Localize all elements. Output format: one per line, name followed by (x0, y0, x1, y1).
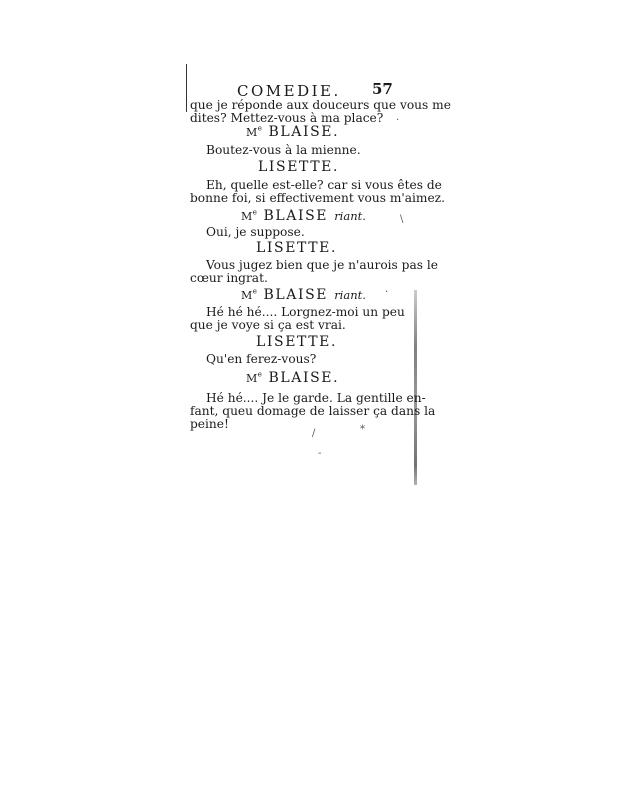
speaker-heading (258, 159, 339, 175)
page-number: 57 (372, 80, 393, 98)
text-line: dites? Mettez-vous à ma place? (190, 111, 384, 125)
running-title: COMEDIE. (237, 82, 341, 100)
speaker-name: BLAISE (263, 208, 329, 224)
speaker-honorific-sup: e (257, 370, 263, 379)
speaker-heading (256, 240, 337, 256)
print-speck: * (360, 424, 365, 435)
speaker-heading (256, 334, 337, 350)
speaker-heading (246, 370, 339, 386)
speech-line: Oui, je suppose. (206, 225, 305, 239)
speech-line: Hé hé hé.... Lorgnez-moi un peu (206, 305, 405, 319)
speaker-honorific-sup: e (252, 208, 258, 217)
speech-line: que je voye si ça est vrai. (190, 318, 346, 332)
print-speck: / (312, 428, 316, 439)
stage-direction: riant. (334, 288, 366, 302)
speech-line: fant, queu domage de laisser ça dans la (190, 404, 436, 418)
speaker-honorific: M (246, 126, 258, 139)
speaker-name: BLAISE. (268, 370, 340, 386)
speaker-name: BLAISE (263, 287, 329, 303)
speaker-honorific-sup: e (257, 124, 263, 133)
speech-line: peine! (190, 417, 229, 431)
speaker-honorific: M (241, 289, 253, 302)
speech-line: Eh, quelle est-elle? car si vous êtes de (206, 178, 442, 192)
speaker-heading (241, 208, 366, 224)
print-speck: - (318, 448, 322, 459)
speaker-heading (246, 124, 339, 140)
speech-line: bonne foi, si effectivement vous m'aimez. (190, 191, 445, 205)
speaker-honorific-sup: e (252, 287, 258, 296)
speech-line: Qu'en ferez-vous? (206, 352, 317, 366)
print-speck: · (396, 115, 400, 126)
stage-direction: riant. (334, 209, 366, 223)
speaker-name: LISETTE. (256, 334, 338, 350)
print-speck: \ (400, 214, 404, 225)
speaker-honorific: M (241, 210, 253, 223)
speaker-name: LISETTE. (258, 159, 340, 175)
speech-line: Hé hé.... Je le garde. La gentille en- (206, 391, 426, 405)
speaker-heading (241, 287, 366, 303)
speech-line: cœur ingrat. (190, 271, 268, 285)
binding-shadow (414, 290, 417, 485)
speaker-name: LISETTE. (256, 240, 338, 256)
speech-line: Vous jugez bien que je n'aurois pas le (206, 258, 438, 272)
page-edge-rule (186, 64, 187, 112)
speaker-honorific: M (246, 372, 258, 385)
speaker-name: BLAISE. (268, 124, 340, 140)
text-line: que je réponde aux douceurs que vous me (190, 98, 451, 112)
speech-line: Boutez-vous à la mienne. (206, 143, 361, 157)
print-speck: · (385, 287, 389, 298)
